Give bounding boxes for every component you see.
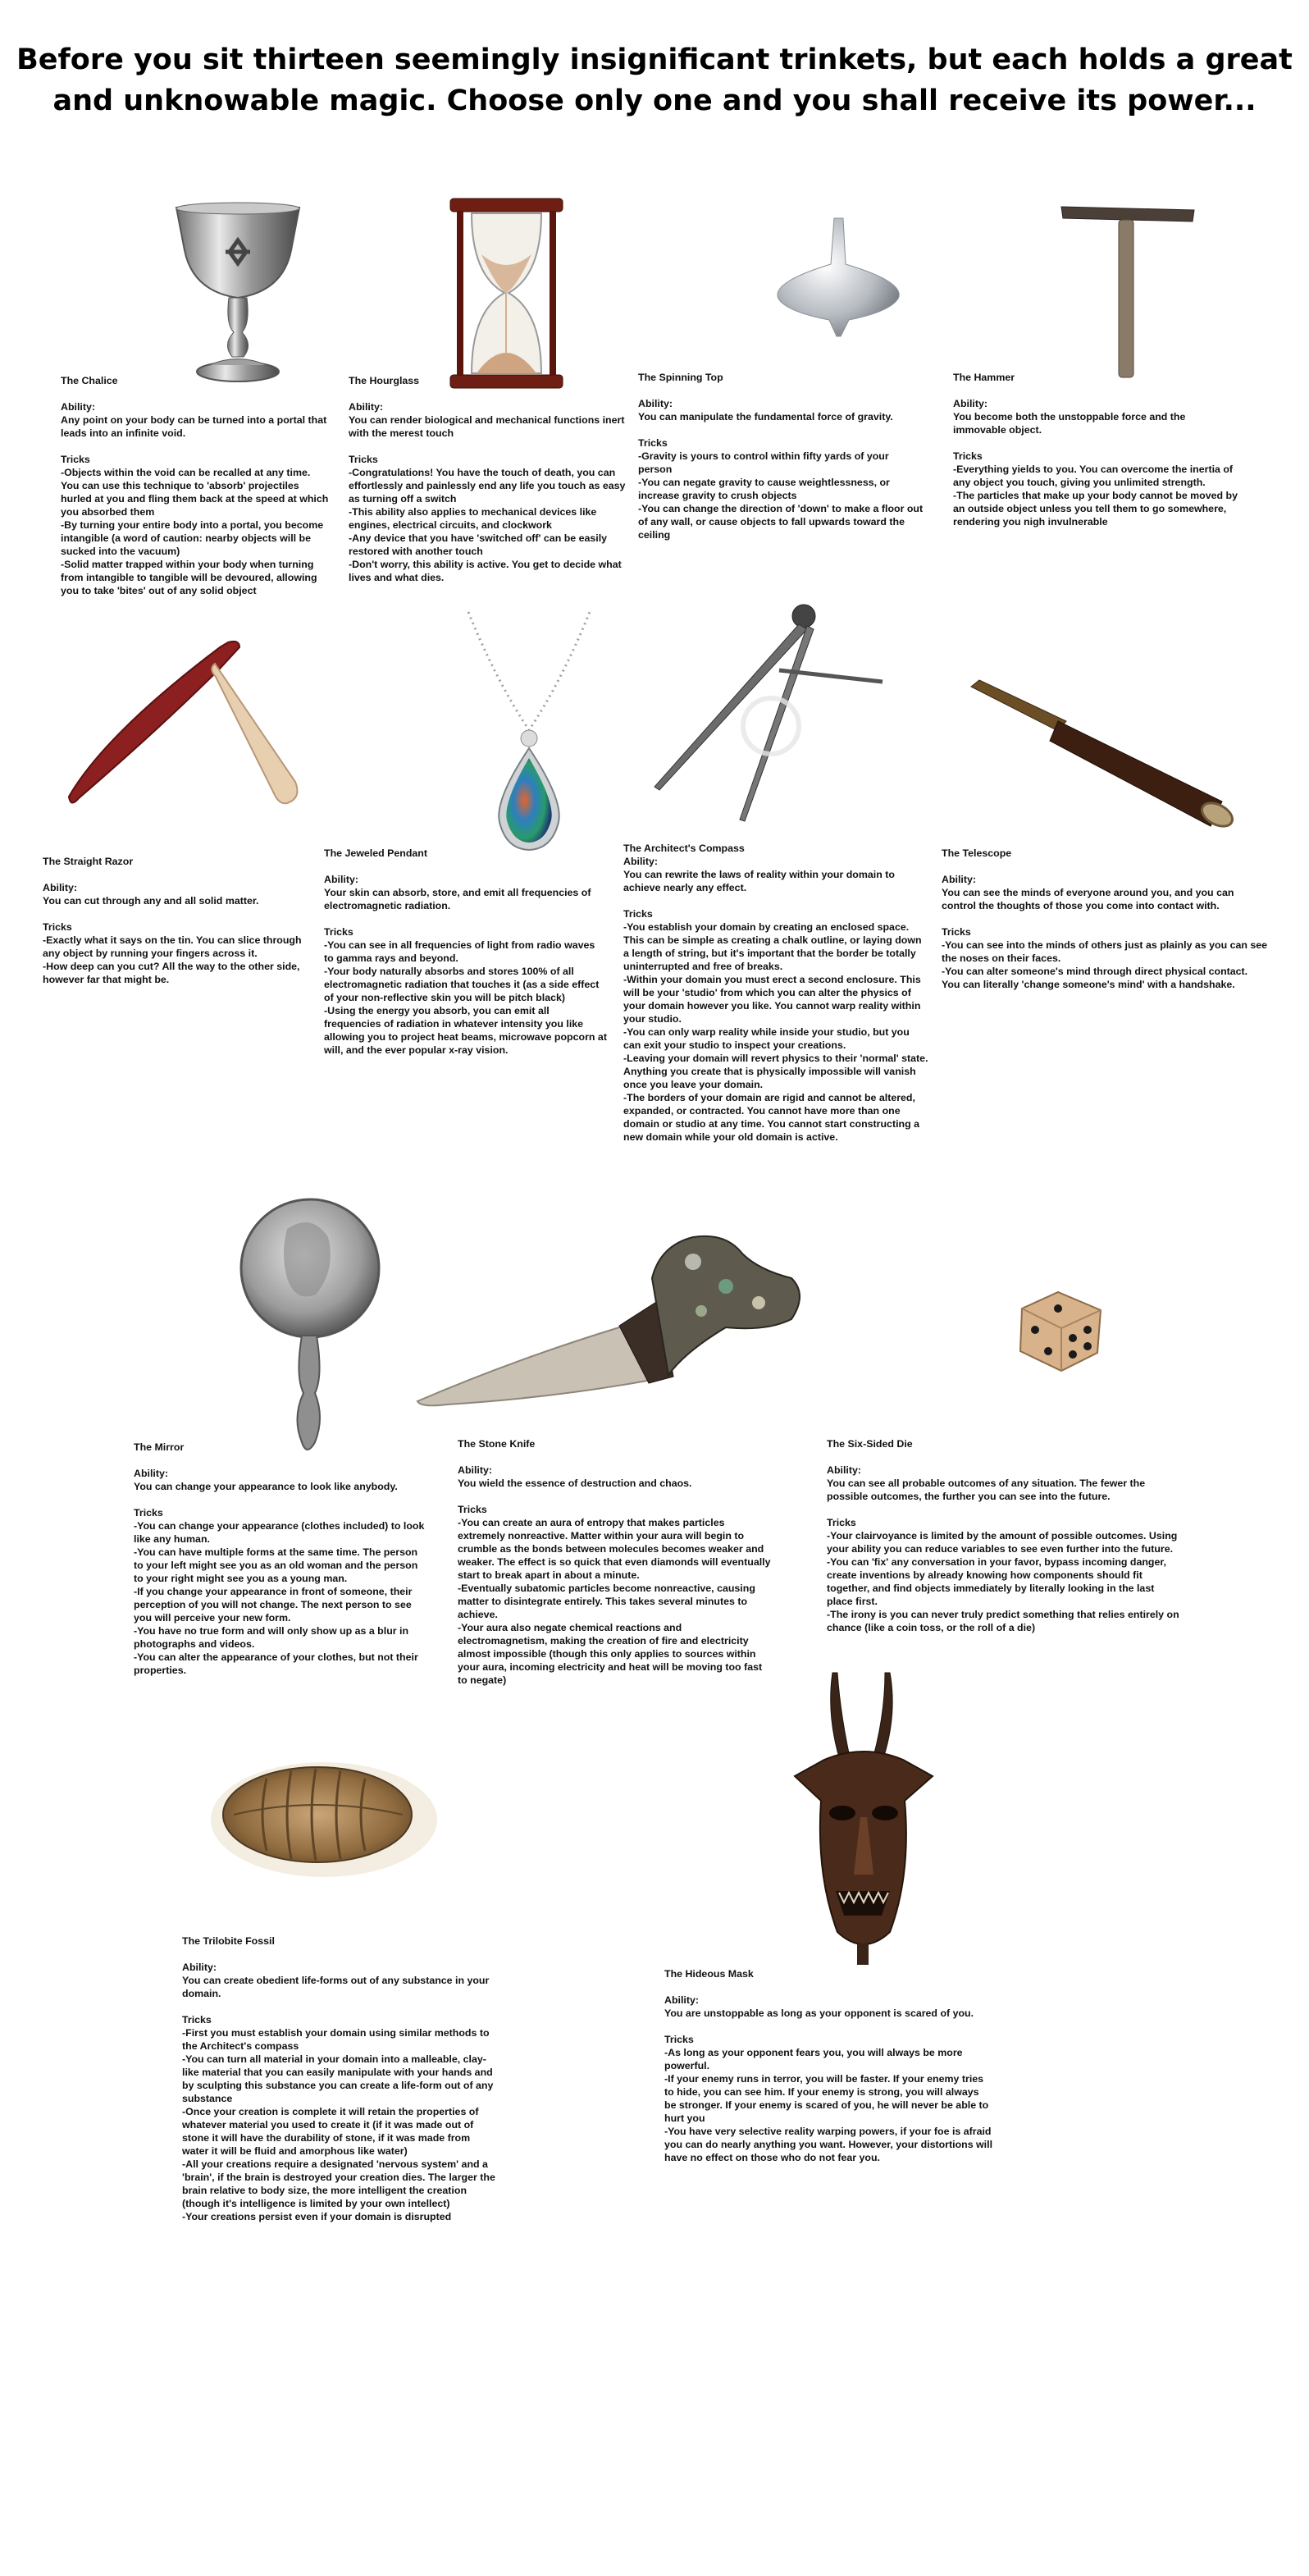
tricks-heading: Tricks (43, 921, 72, 933)
item-name: The Chalice (61, 375, 118, 386)
item-name: The Mirror (134, 1441, 185, 1453)
trick: -If your enemy runs in terror, you will be faster. If your enemy tries to hide, you can see him. If your enemy is strong, you will always be stronger. If your enemy is scared of you, he will never be able to hurt you (664, 2073, 989, 2124)
ability-heading: Ability: (61, 401, 95, 413)
trick: -Within your domain you must erect a second enclosure. This will be your 'studio' from which you can alter the physics of your domain however you like. You cannot warp reality within your studio. (623, 974, 921, 1025)
item-mirror (134, 1441, 429, 1677)
trick: -Your body naturally absorbs and stores 100% of all electromagnetic radiation that touches it (as a side effect of your non-reflective skin you will be pitch black) (324, 966, 600, 1003)
trick: -You can 'fix' any conversation in your favor, bypass incoming danger, create inventions by already knowing how components should fit together, and find objects immediately by literally looking in the last place first. (827, 1556, 1166, 1607)
tricks-heading: Tricks (61, 454, 90, 465)
item-hammer (953, 371, 1240, 528)
trick: -Congratulations! You have the touch of death, you can effortlessly and painlessly end any life you touch as easy as turning off a switch (349, 467, 626, 505)
ability-heading: Ability: (134, 1468, 168, 1479)
trick: -Everything yields to you. You can overcome the inertia of any object you touch, giving you unlimited strength. (953, 464, 1234, 488)
item-straight-razor (43, 855, 322, 986)
trick: -Exactly what it says on the tin. You can slice through any object by running your fingers across it. (43, 934, 302, 959)
trick: -Eventually subatomic particles become nonreactive, causing matter to disintegrate entirely. This takes several minutes to achieve. (458, 1583, 755, 1620)
mirror-image (238, 1196, 381, 1463)
item-stone-knife (458, 1437, 773, 1687)
item-ability: You can see all probable outcomes of any situation. The fewer the possible outcomes, the further you can see into the future. (827, 1478, 1146, 1502)
item-name: The Six-Sided Die (827, 1438, 913, 1450)
ability-heading: Ability: (43, 882, 77, 893)
trick: -You can see into the minds of others just as plainly as you can see the noses on their faces. (942, 939, 1268, 964)
ability-heading: Ability: (182, 1962, 217, 1973)
tricks-heading: Tricks (134, 1507, 163, 1519)
item-ability: You become both the unstoppable force and the immovable object. (953, 411, 1186, 436)
tricks-heading: Tricks (638, 437, 668, 449)
trick: -You can alter someone's mind through direct physical contact. You can literally 'change someone's mind' with a handshake. (942, 966, 1248, 990)
trick: -Your aura also negate chemical reactions and electromagnetism, making the creation of fire and electricity almost impossible (though this only applies to sources within your aura, incoming electricity and heat will be moving too fast to negate) (458, 1622, 763, 1686)
trick: -You have no true form and will only show up as a blur in photographs and videos. (134, 1625, 409, 1650)
item-chalice (61, 374, 331, 597)
item-jeweled-pendant (324, 847, 607, 1057)
trick: -Don't worry, this ability is active. You get to decide what lives and what dies. (349, 559, 622, 583)
ability-heading: Ability: (324, 874, 358, 885)
tricks-heading: Tricks (827, 1517, 856, 1528)
architects-compass-image (648, 603, 890, 824)
stone-knife-image (414, 1229, 804, 1414)
hideous-mask-image (791, 1669, 935, 1965)
item-ability: Your skin can absorb, store, and emit all frequencies of electromagnetic radiation. (324, 887, 591, 911)
trick: -Once your creation is complete it will retain the properties of whatever material you used to create it (if it was made out of stone it will have the durability of stone, if it was made from water it will be fluid and amorphous like water) (182, 2106, 479, 2157)
chalice-image (168, 201, 308, 386)
item-hourglass (349, 374, 627, 584)
trick: -How deep can you cut? All the way to the other side, however far that might be. (43, 961, 300, 985)
ability-heading: Ability: (664, 1994, 699, 2006)
trick: -Your clairvoyance is limited by the amount of possible outcomes. Using your ability you can reduce variables to see even further into the future. (827, 1530, 1178, 1555)
item-ability: You can render biological and mechanical functions inert with the merest touch (349, 414, 625, 439)
tricks-heading: Tricks (458, 1504, 487, 1515)
item-name: The Architect's Compass (623, 843, 745, 854)
trick: -Objects within the void can be recalled at any time. You can use this technique to 'absorb' projectiles hurled at you and fling them back at the speed at which you absorbed them (61, 467, 329, 518)
six-sided-die-image (1015, 1284, 1106, 1374)
trick: -You have very selective reality warping powers, if your foe is afraid you can do nearly anything you want. However, your distortions will have no effect on those who do not fear you. (664, 2126, 993, 2163)
trick: -You can negate gravity to cause weightlessness, or increase gravity to crush objects (638, 477, 890, 501)
item-hideous-mask (664, 1967, 992, 2164)
trick: -This ability also applies to mechanical devices like engines, electrical circuits, and clockwork (349, 506, 597, 531)
spinning-top-image (767, 215, 910, 338)
item-ability: Any point on your body can be turned into a portal that leads into an infinite void. (61, 414, 327, 439)
trick: -The borders of your domain are rigid and cannot be altered, expanded, or contracted. You cannot have more than one domain or studio at any time. You cannot start constructing a new domain while your old domain is active. (623, 1092, 919, 1143)
item-ability: You wield the essence of destruction and chaos. (458, 1478, 692, 1489)
trick: -You can alter the appearance of your clothes, but not their properties. (134, 1651, 418, 1676)
trick: -You can have multiple forms at the same time. The person to your left might see you as an old woman and the person to your right might see you as a young man. (134, 1546, 418, 1584)
item-trilobite-fossil (182, 1934, 498, 2223)
trick: -Gravity is yours to control within fifty yards of your person (638, 450, 889, 475)
item-name: The Straight Razor (43, 856, 134, 867)
ability-heading: Ability: (623, 856, 658, 867)
item-ability: You can create obedient life-forms out of any substance in your domain. (182, 1975, 490, 1999)
item-name: The Jeweled Pendant (324, 847, 428, 859)
item-ability: You can rewrite the laws of reality within your domain to achieve nearly any effect. (623, 869, 895, 893)
ability-heading: Ability: (942, 874, 976, 885)
trick: -You can turn all material in your domain into a malleable, clay-like material that you can easily manipulate with your hands and by sculpting this substance you can create a life-form out of any substance (182, 2053, 494, 2104)
hourglass-image (447, 197, 566, 390)
tricks-heading: Tricks (664, 2034, 694, 2045)
trick: -You can change the direction of 'down' to make a floor out of any wall, or cause objects to fall upwards toward the ceiling (638, 503, 924, 541)
item-ability: You are unstoppable as long as your opponent is scared of you. (664, 2007, 974, 2019)
tricks-heading: Tricks (349, 454, 378, 465)
item-ability: You can cut through any and all solid matter. (43, 895, 259, 907)
ability-heading: Ability: (458, 1464, 492, 1476)
trick: -Your creations persist even if your domain is disrupted (182, 2211, 452, 2222)
item-name: The Telescope (942, 847, 1012, 859)
ability-heading: Ability: (827, 1464, 861, 1476)
trick: -You can change your appearance (clothes included) to look like any human. (134, 1520, 425, 1545)
item-architects-compass (623, 842, 928, 1144)
item-name: The Hammer (953, 372, 1015, 383)
trick: -The irony is you can never truly predict something that relies entirely on chance (like a coin toss, or the roll of a die) (827, 1609, 1179, 1633)
trick: -Solid matter trapped within your body when turning from intangible to tangible will be devoured, allowing you to take 'bites' out of any solid object (61, 559, 317, 596)
ability-heading: Ability: (953, 398, 987, 409)
item-name: The Hideous Mask (664, 1968, 754, 1980)
item-ability: You can change your appearance to look like anybody. (134, 1481, 398, 1492)
trick: -Leaving your domain will revert physics to their 'normal' state. Anything you create that is physically impossible will vanish once you leave your domain. (623, 1053, 928, 1090)
tricks-heading: Tricks (182, 2014, 212, 2026)
item-ability: You can manipulate the fundamental force of gravity. (638, 411, 893, 422)
trick: -By turning your entire body into a portal, you become intangible (a word of caution: nearby objects will be sucked into the vacuum) (61, 519, 324, 557)
ability-heading: Ability: (638, 398, 673, 409)
tricks-heading: Tricks (623, 908, 653, 920)
item-name: The Hourglass (349, 375, 420, 386)
trick: -You can only warp reality while inside your studio, but you can exit your studio to inspect your creations. (623, 1026, 910, 1051)
tricks-heading: Tricks (953, 450, 983, 462)
trick: -First you must establish your domain using similar methods to the Architect's compass (182, 2027, 490, 2052)
item-spinning-top (638, 371, 925, 541)
trick: -Any device that you have 'switched off' can be easily restored with another touch (349, 532, 608, 557)
trick: -As long as your opponent fears you, you will always be more powerful. (664, 2047, 963, 2071)
trick: -You establish your domain by creating an enclosed space. This can be simple as creating a chalk outline, or laying down a length of string, but it's important that the border be totally uninterrupted and free of breaks. (623, 921, 922, 972)
trilobite-fossil-image (209, 1746, 439, 1881)
item-name: The Stone Knife (458, 1438, 536, 1450)
tricks-heading: Tricks (324, 926, 353, 938)
item-ability: You can see the minds of everyone around you, and you can control the thoughts of those you come into contact with. (942, 887, 1234, 911)
straight-razor-image (64, 636, 302, 824)
trick: -You can create an aura of entropy that makes particles extremely nonreactive. Matter within your aura will begin to crumble as the bonds between molecules becomes weaker and weaker. The effect is so quick that even diamonds will eventually start to break apart in about a minute. (458, 1517, 771, 1581)
trick: -You can see in all frequencies of light from radio waves to gamma rays and beyond. (324, 939, 595, 964)
item-name: The Spinning Top (638, 372, 723, 383)
trick: -Using the energy you absorb, you can emit all frequencies of radiation in whatever intensity you like allowing you to project heat beams, microwave popcorn at will, and the ever popular x-ray vision. (324, 1005, 607, 1056)
hammer-image (1058, 203, 1197, 380)
trick: -The particles that make up your body cannot be moved by an outside object unless you tell them to go somewhere, rendering you nigh invulnerable (953, 490, 1238, 528)
jeweled-pendant-image (463, 607, 595, 853)
trick: -All your creations require a designated 'nervous system' and a 'brain', if the brain is destroyed your creation dies. The larger the brain relative to body size, the more intelligent the creation (though it's intelligence is limited by your own intellect) (182, 2158, 495, 2209)
item-name: The Trilobite Fossil (182, 1935, 275, 1947)
trick: -If you change your appearance in front of someone, their perception of you will not change. The next person to see you will perceive your new form. (134, 1586, 413, 1624)
item-six-sided-die (827, 1437, 1179, 1634)
page-title: Before you sit thirteen seemingly insignificant trinkets, but each holds a great and unknowable magic. Choose only one and you shall receive its power... (16, 43, 1293, 117)
item-telescope (942, 847, 1268, 991)
telescope-image (968, 677, 1243, 841)
ability-heading: Ability: (349, 401, 383, 413)
tricks-heading: Tricks (942, 926, 971, 938)
